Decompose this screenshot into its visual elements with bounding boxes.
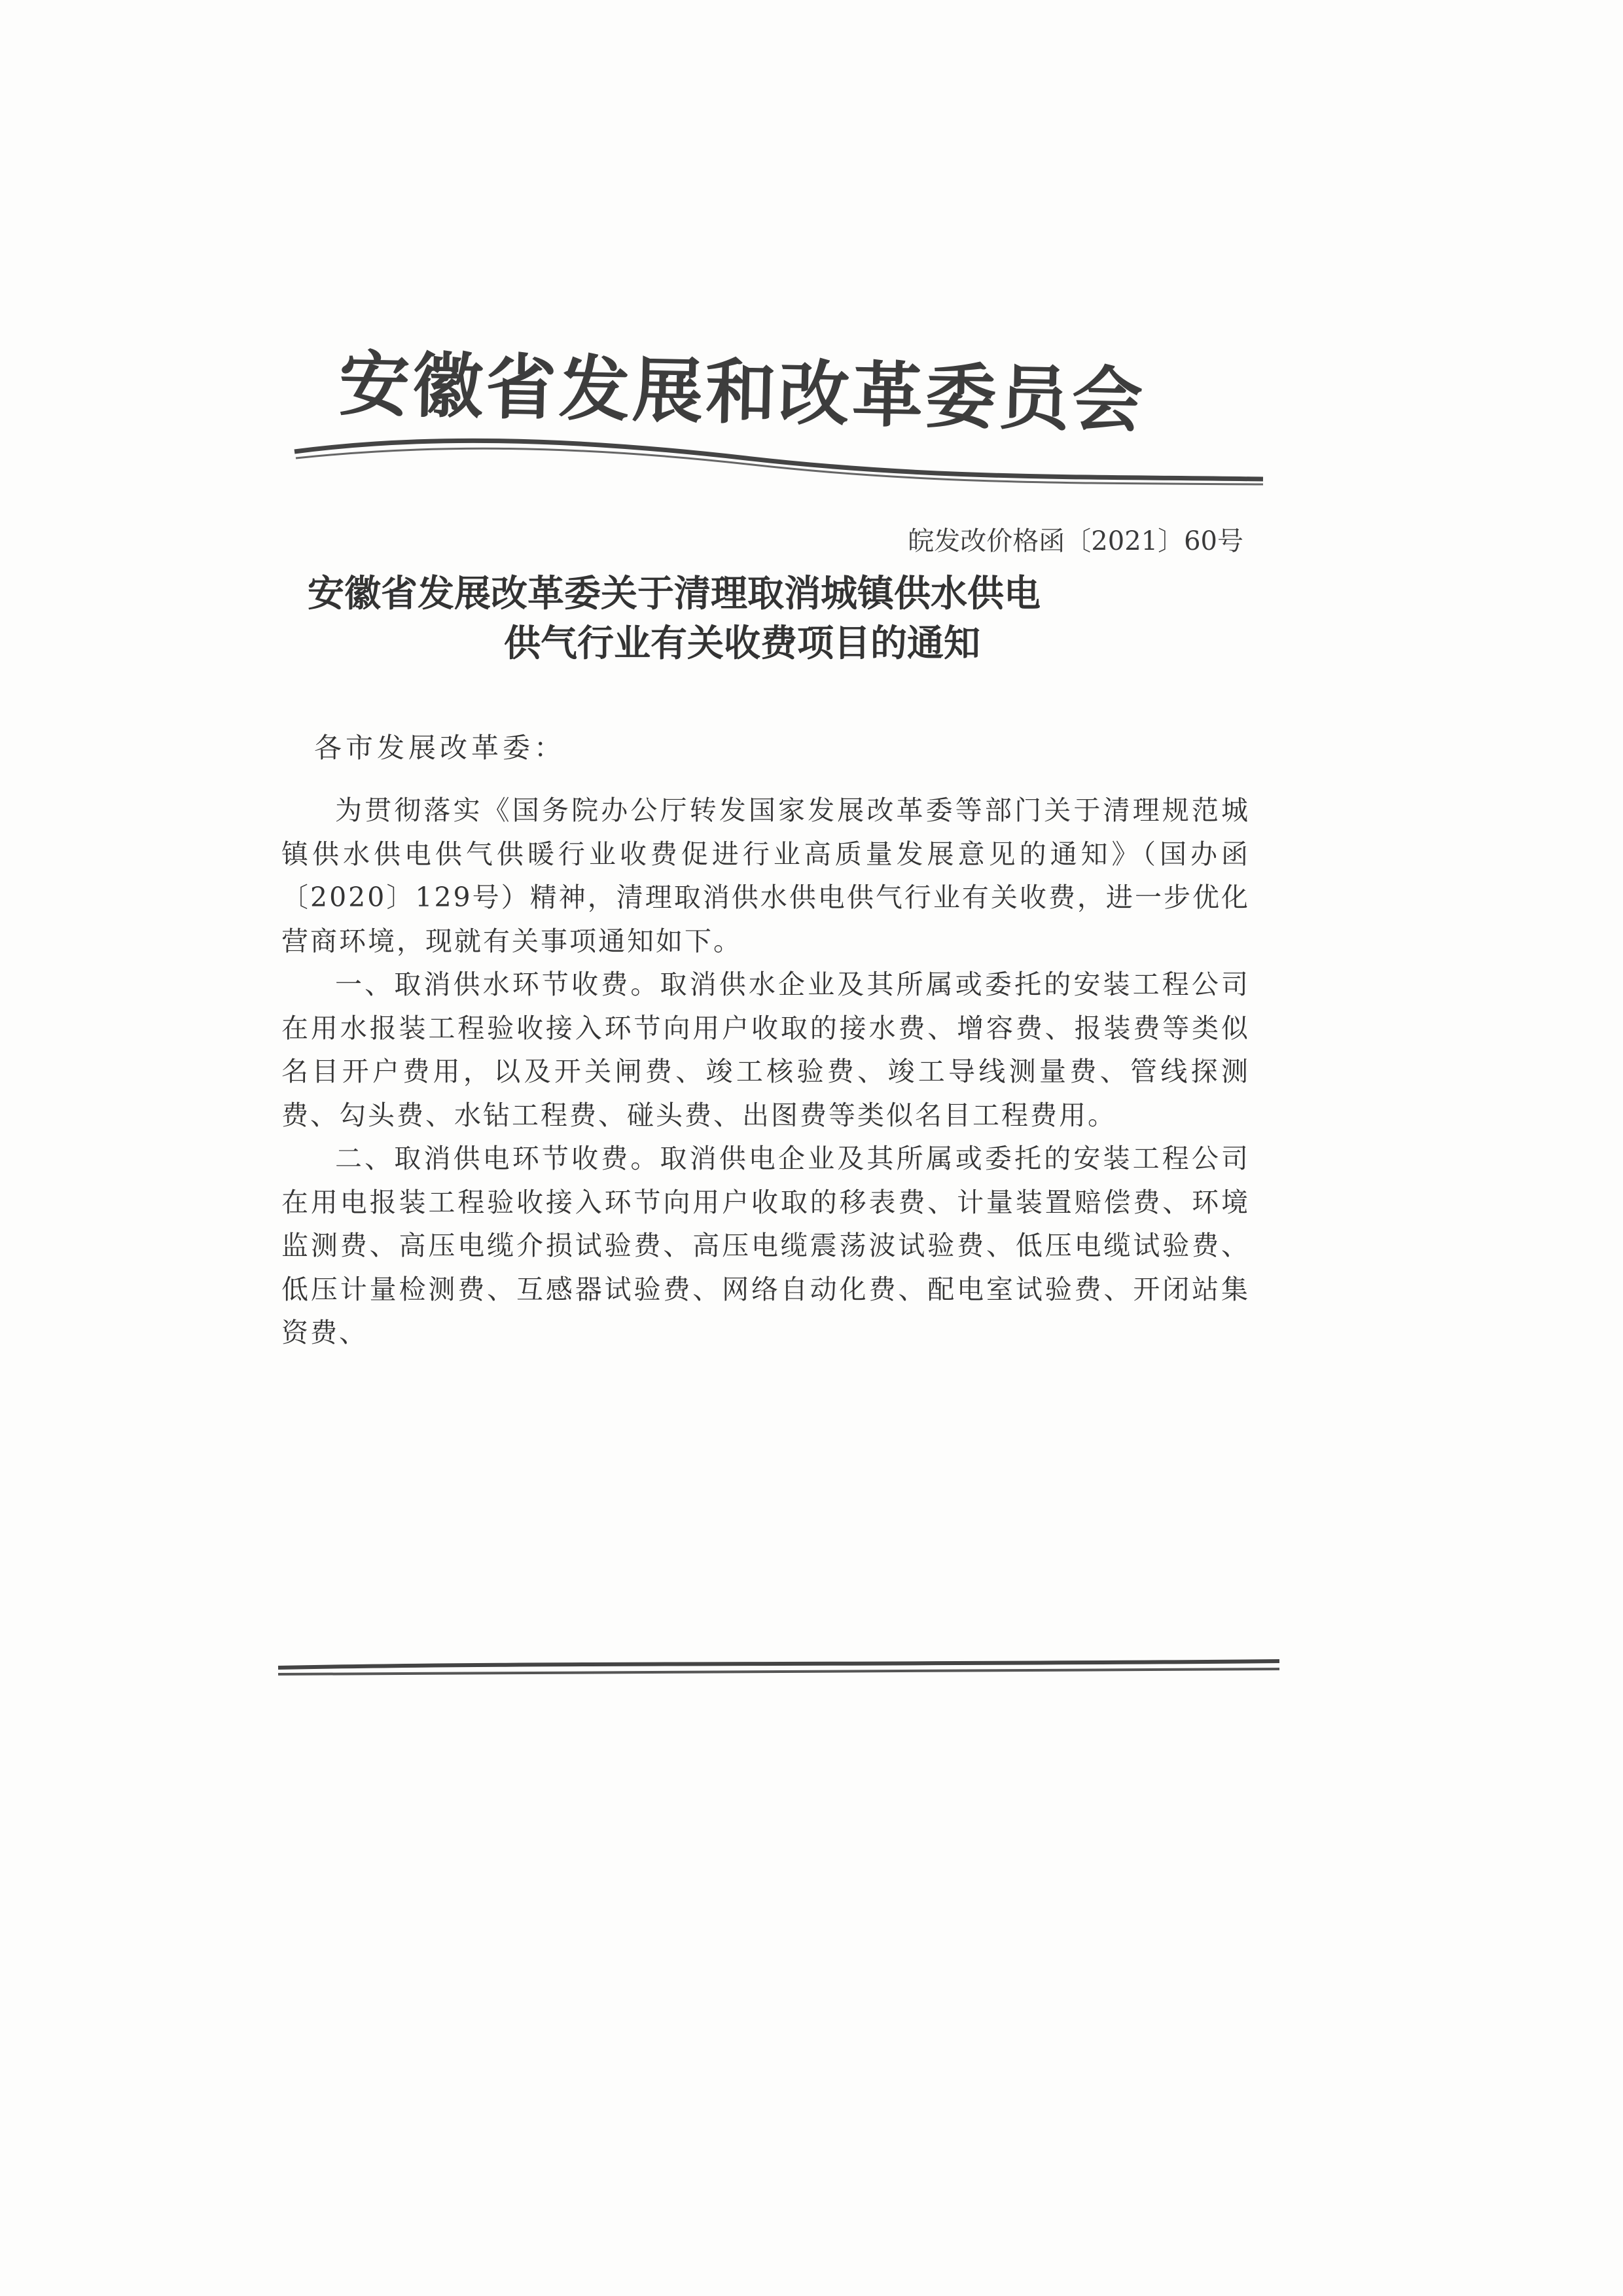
paragraph-electricity: 二、取消供电环节收费。取消供电企业及其所属或委托的安装工程公司在用电报装工程验收接入环节向用户收取的移表费、计量装置赔偿费、环境监测费、高压电缆介损试验费、高压电缆震荡波试验费、低压电缆试验费、低压计量检测费、互感器试验费、网络自动化费、配电室试验费、开闭站集资费、 (281, 1143, 1250, 1348)
document-title (308, 569, 1250, 669)
title-line-2: 供气行业有关收费项目的通知 (504, 622, 980, 665)
document-number: 皖发改价格函〔2021〕60号 (908, 526, 1243, 556)
letterhead-rule (288, 432, 1270, 491)
document-body (281, 789, 1250, 1355)
title-line-1: 安徽省发展改革委关于清理取消城镇供水供电 (308, 573, 1041, 615)
salutation: 各市发展改革委： (314, 732, 566, 764)
paragraph-intro: 为贯彻落实《国务院办公厅转发国家发展改革委等部门关于清理规范城镇供水供电供气供暖行业收费促进行业高质量发展意见的通知》（国办函〔2020〕129号）精神，清理取消供水供电供气行业有关收费，进一步优化营商环境，现就有关事项通知如下。 (281, 795, 1250, 957)
paragraph-water: 一、取消供水环节收费。取消供水企业及其所属或委托的安装工程公司在用水报装工程验收接入环节向用户收取的接水费、增容费、报装费等类似名目开户费用，以及开关闸费、竣工核验费、竣工导线测量费、管线探测费、勾头费、水钻工程费、碰头费、出图费等类似名目工程费用。 (281, 969, 1250, 1131)
footer-rule (275, 1656, 1283, 1682)
letterhead-title: 安徽省发展和改革委员会 (338, 343, 1147, 442)
